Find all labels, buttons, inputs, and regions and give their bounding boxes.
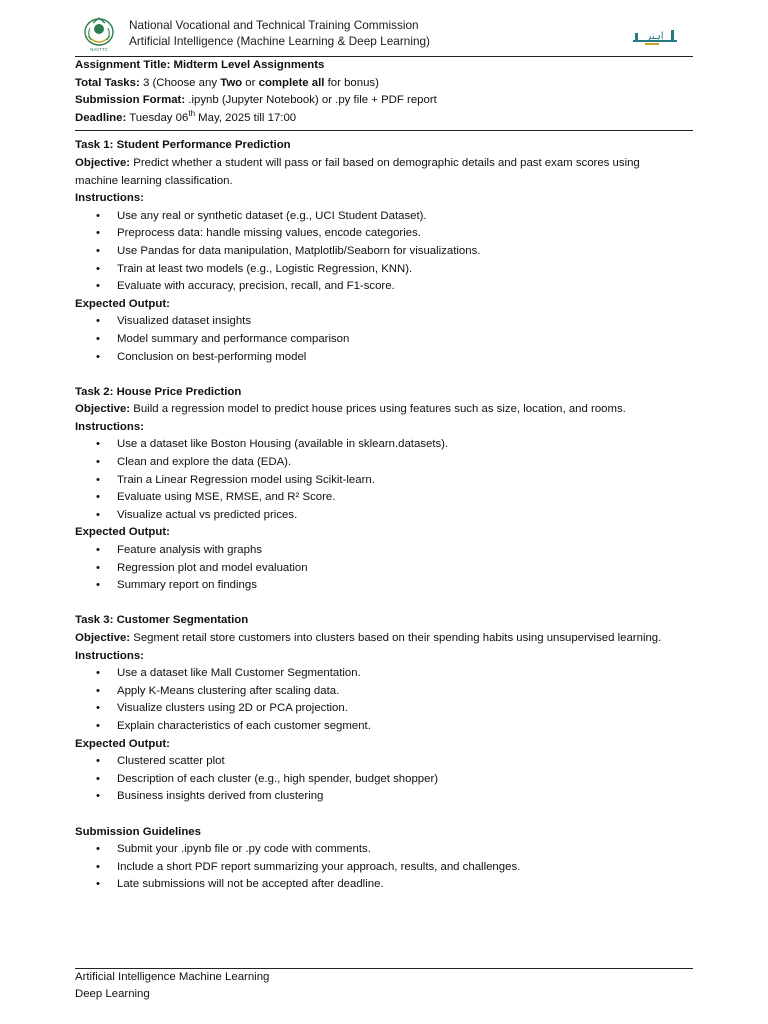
task-objective-cont: machine learning classification.: [75, 174, 233, 187]
header-org: National Vocational and Technical Training Commission: [129, 18, 419, 32]
list-item: [75, 771, 693, 789]
list-item: [75, 683, 693, 701]
list-item-text: Description of each cluster (e.g., high spender, budget shopper): [117, 772, 439, 785]
list-item: [75, 331, 693, 349]
list-item-text: Use a dataset like Mall Customer Segmentation.: [117, 667, 361, 680]
bullet-icon: •: [96, 702, 100, 715]
list-item-text: Business insights derived from clustering: [117, 790, 324, 803]
bullet-icon: •: [96, 491, 100, 504]
list-item-text: Summary report on findings: [117, 579, 257, 592]
list-item: [75, 753, 693, 771]
list-item-text: Conclusion on best-performing model: [117, 350, 307, 363]
list-item-text: Apply K-Means clustering after scaling data.: [117, 684, 340, 697]
bullet-icon: •: [96, 280, 100, 293]
bullet-icon: •: [96, 544, 100, 557]
task-objective: Objective: Predict whether a student will pass or fail based on demographic details and past exam scores using: [75, 156, 640, 169]
list-item-text: Use Pandas for data manipulation, Matplotlib/Seaborn for visualizations.: [117, 244, 481, 257]
guidelines-items: [75, 841, 693, 894]
bullet-icon: •: [96, 878, 100, 891]
bullet-icon: •: [96, 473, 100, 486]
list-item-text: Include a short PDF report summarizing your approach, results, and challenges.: [117, 860, 521, 873]
section-gap: [75, 366, 693, 384]
list-item-text: Evaluate with accuracy, precision, recall, and F1-score.: [117, 280, 395, 293]
submission-format: Submission Format: .ipynb (Jupyter Notebook) or .py file + PDF report: [75, 94, 437, 107]
list-item-text: Use any real or synthetic dataset (e.g., UCI Student Dataset).: [117, 209, 427, 222]
list-item: [75, 665, 693, 683]
task-title: Task 2: House Price Prediction: [75, 385, 242, 398]
bullet-icon: •: [96, 332, 100, 345]
instructions-label: Instructions:: [75, 420, 144, 433]
guidelines-title: Submission Guidelines: [75, 825, 201, 838]
assignment-title: Assignment Title: Midterm Level Assignments: [75, 59, 325, 71]
instructions-label: Instructions:: [75, 192, 144, 205]
navttc-logo-text: NAVTTC: [90, 47, 108, 52]
navttc-logo-icon: [82, 14, 116, 52]
bullet-icon: •: [96, 350, 100, 363]
instructions-label: Instructions:: [75, 649, 144, 662]
bullet-icon: •: [96, 684, 100, 697]
list-item-text: Visualize actual vs predicted prices.: [117, 508, 298, 521]
list-item-text: Train a Linear Regression model using Scikit-learn.: [117, 473, 375, 486]
bullet-icon: •: [96, 227, 100, 240]
expected-output-label: Expected Output:: [75, 297, 170, 310]
list-item-text: Use a dataset like Boston Housing (available in sklearn.datasets).: [117, 438, 449, 451]
bullet-icon: •: [96, 262, 100, 275]
list-item: [75, 278, 693, 296]
list-item-text: Submit your .ipynb file or .py code with comments.: [117, 843, 371, 856]
header-program: Artificial Intelligence (Machine Learning & Deep Learning): [129, 34, 430, 48]
task-objective: Objective: Segment retail store customers into clusters based on their spending habits using unsupervised learning.: [75, 632, 662, 644]
bullet-icon: •: [96, 755, 100, 768]
bullet-icon: •: [96, 456, 100, 469]
bullet-icon: •: [96, 438, 100, 451]
task-section: [75, 612, 693, 823]
total-tasks: Total Tasks: 3 (Choose any Two or complete all for bonus): [75, 76, 379, 89]
list-item: [75, 859, 693, 877]
list-item-text: Explain characteristics of each customer segment.: [117, 719, 371, 732]
list-item: [75, 472, 693, 490]
list-item-text: Feature analysis with graphs: [117, 544, 262, 557]
hunarmand-logo-icon: [631, 28, 679, 48]
expected-output-list: [75, 542, 693, 595]
document-body: [75, 57, 693, 894]
list-item: [75, 243, 693, 261]
bullet-icon: •: [96, 790, 100, 803]
list-item: [75, 841, 693, 859]
list-item-text: Clean and explore the data (EDA).: [117, 456, 292, 469]
section-gap: [75, 595, 693, 613]
hunarmand-logo-text: اہنر: [646, 31, 664, 42]
list-item: [75, 560, 693, 578]
list-item: [75, 700, 693, 718]
list-item: [75, 349, 693, 367]
list-item-text: Regression plot and model evaluation: [117, 561, 308, 574]
footer-line-1: Artificial Intelligence Machine Learning: [75, 971, 270, 983]
bullet-icon: •: [96, 667, 100, 680]
expected-output-list: [75, 753, 693, 806]
bullet-icon: •: [96, 244, 100, 257]
list-item-text: Model summary and performance comparison: [117, 332, 350, 345]
bullet-icon: •: [96, 719, 100, 732]
bullet-icon: •: [96, 860, 100, 873]
list-item: [75, 208, 693, 226]
task-title: Task 3: Customer Segmentation: [75, 614, 249, 627]
expected-output-list: [75, 313, 693, 366]
task-section: [75, 384, 693, 613]
list-item-text: Clustered scatter plot: [117, 755, 225, 768]
bullet-icon: •: [96, 843, 100, 856]
list-item: [75, 542, 693, 560]
bullet-icon: •: [96, 508, 100, 521]
list-item: [75, 577, 693, 595]
list-item: [75, 718, 693, 736]
expected-output-label: Expected Output:: [75, 526, 170, 539]
list-item: [75, 225, 693, 243]
page-header: [75, 12, 693, 54]
list-item: [75, 313, 693, 331]
task-list: [75, 137, 693, 823]
task-section: [75, 137, 693, 383]
list-item: [75, 454, 693, 472]
bullet-icon: •: [96, 772, 100, 785]
meta-rule: [75, 130, 693, 131]
spacer: [75, 127, 693, 137]
list-item-text: Visualize clusters using 2D or PCA projection.: [117, 702, 348, 715]
task-objective: Objective: Build a regression model to predict house prices using features such as size, location, and rooms.: [75, 403, 626, 416]
list-item-text: Late submissions will not be accepted after deadline.: [117, 878, 384, 891]
instructions-list: [75, 436, 693, 524]
list-item: [75, 489, 693, 507]
expected-output-label: Expected Output:: [75, 737, 170, 750]
list-item: [75, 507, 693, 525]
bullet-icon: •: [96, 209, 100, 222]
bullet-icon: •: [96, 579, 100, 592]
list-item: [75, 788, 693, 806]
list-item-text: Train at least two models (e.g., Logistic Regression, KNN).: [117, 262, 413, 275]
instructions-list: [75, 665, 693, 735]
list-item-text: Preprocess data: handle missing values, encode categories.: [117, 227, 421, 240]
footer-line-2: Deep Learning: [75, 988, 150, 1000]
section-gap: [75, 806, 693, 824]
list-item-text: Evaluate using MSE, RMSE, and R² Score.: [117, 491, 336, 504]
bullet-icon: •: [96, 561, 100, 574]
bullet-icon: •: [96, 315, 100, 328]
list-item: [75, 876, 693, 894]
header-text: [129, 17, 430, 49]
page-footer: [75, 969, 269, 1003]
list-item: [75, 436, 693, 454]
instructions-list: [75, 208, 693, 296]
deadline: Deadline: Tuesday 06th May, 2025 till 17:00: [75, 108, 297, 124]
task-title: Task 1: Student Performance Prediction: [75, 139, 291, 152]
list-item-text: Visualized dataset insights: [117, 315, 252, 328]
list-item: [75, 261, 693, 279]
